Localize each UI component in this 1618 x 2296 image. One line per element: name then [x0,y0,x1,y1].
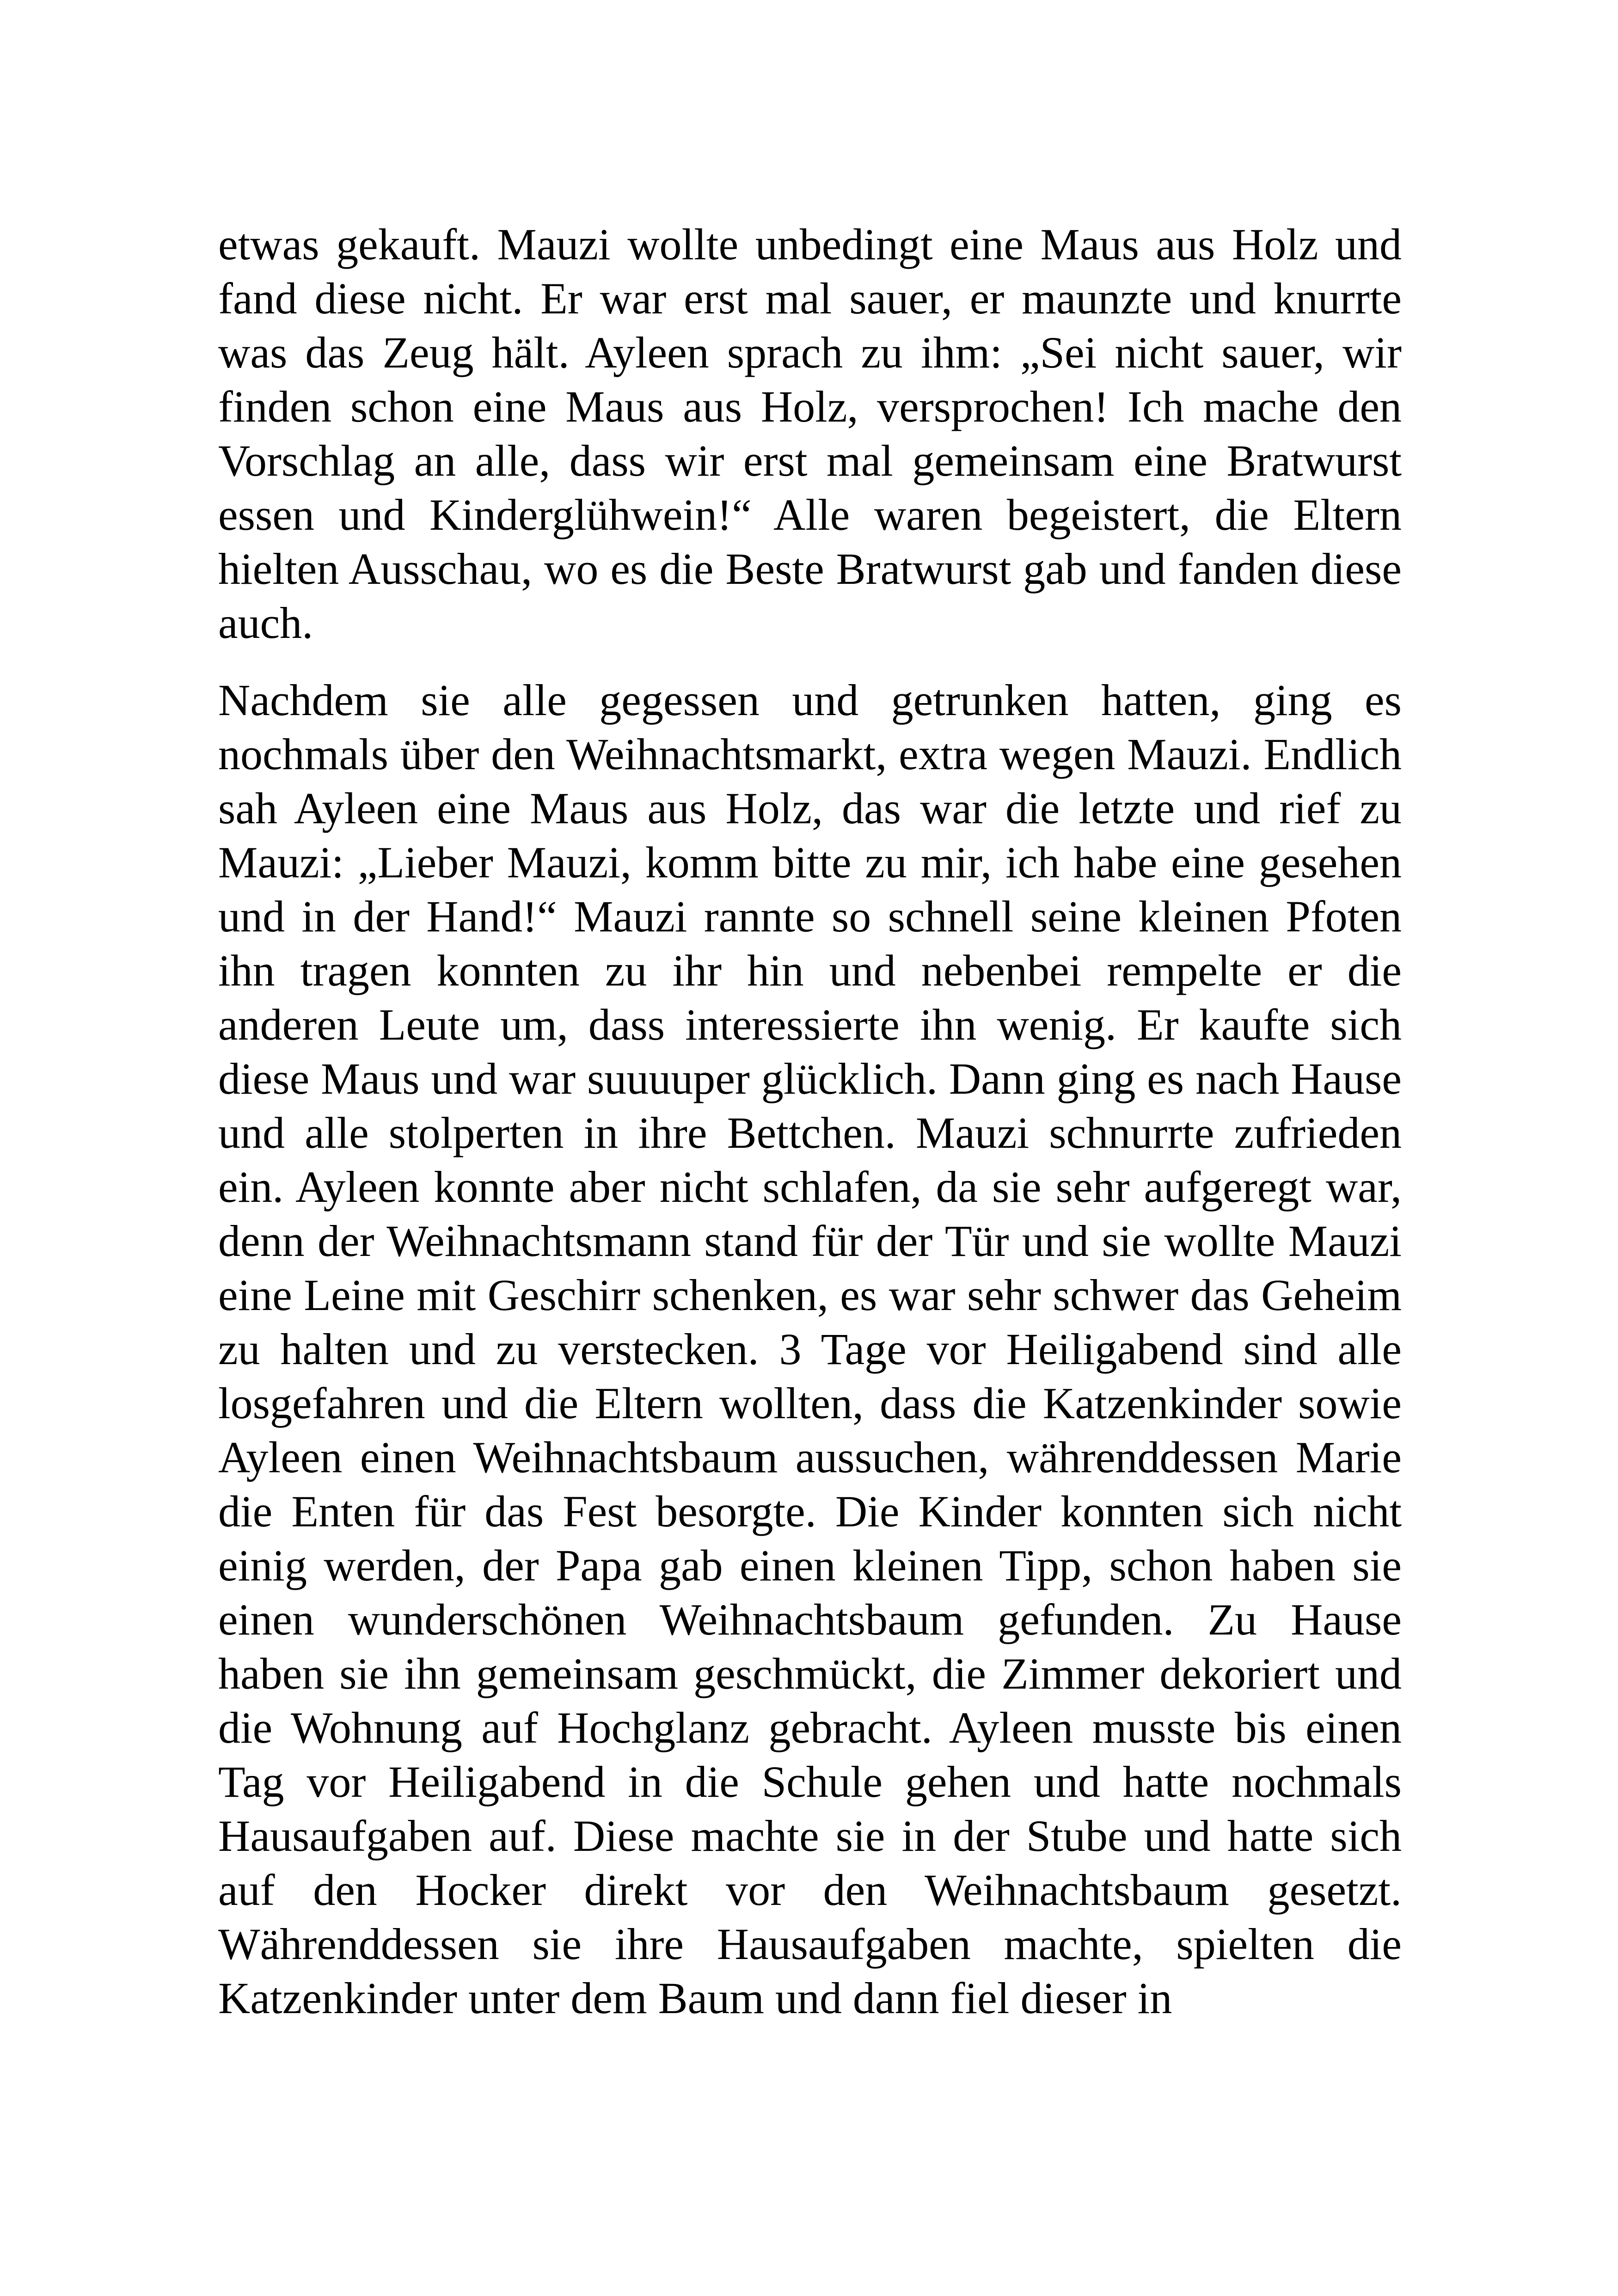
body-text [218,217,1402,2025]
paragraph-1: etwas gekauft. Mauzi wollte unbedingt eine Maus aus Holz und fand diese nicht. Er war erst mal sauer, er maunzte und knurrte was das Zeug hält. Ayleen sprach zu ihm: „Sei nicht sauer, wir finden schon eine Maus aus Holz, versprochen! Ich mache den Vorschlag an alle, dass wir erst mal gemeinsam eine Bratwurst essen und Kinderglühwein!“ Alle waren begeistert, die Eltern hielten Ausschau, wo es die Beste Bratwurst gab und fanden diese auch. [218,220,1402,648]
paragraph-2: Nachdem sie alle gegessen und getrunken hatten, ging es nochmals über den Weihnachtsmarkt, extra wegen Mauzi. Endlich sah Ayleen eine Maus aus Holz, das war die letzte und rief zu Mauzi: „Lieber Mauzi, komm bitte zu mir, ich habe eine gesehen und in der Hand!“ Mauzi rannte so schnell seine kleinen Pfoten ihn tragen konnten zu ihr hin und nebenbei rempelte er die anderen Leute um, dass interessierte ihn wenig. Er kaufte sich diese Maus und war suuuuper glücklich. Dann ging es nach Hause und alle stolperten in ihre Bettchen. Mauzi schnurrte zufrieden ein. Ayleen konnte aber nicht schlafen, da sie sehr aufgeregt war, denn der Weihnachtsmann stand für der Tür und sie wollte Mauzi eine Leine mit Geschirr schenken, es war sehr schwer das Geheim zu halten und zu verstecken. 3 Tage vor Heiligabend sind alle losgefahren und die Eltern wollten, dass die Katzenkinder sowie Ayleen einen Weihnachtsbaum aussuchen, währenddessen Marie die Enten für das Fest besorgte. Die Kinder konnten sich nicht einig werden, der Papa gab einen kleinen Tipp, schon haben sie einen wunderschönen Weihnachtsbaum gefunden. Zu Hause haben sie ihn gemeinsam geschmückt, die Zimmer dekoriert und die Wohnung auf Hochglanz gebracht. Ayleen musste bis einen Tag vor Heiligabend in die Schule gehen und hatte nochmals Hausaufgaben auf. Diese machte sie in der Stube und hatte sich auf den Hocker direkt vor den Weihnachtsbaum gesetzt. Währenddessen sie ihre Hausaufgaben machte, spielten die Katzenkinder unter dem Baum und dann fiel dieser in [218,675,1402,2023]
